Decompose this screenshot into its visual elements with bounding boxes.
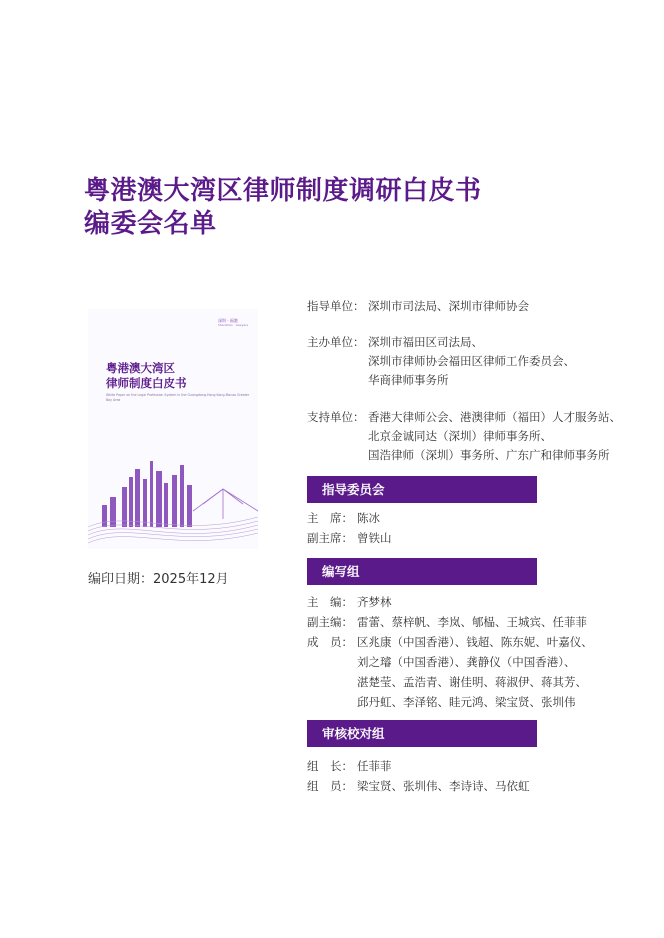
role-value: 任菲菲: [357, 759, 392, 773]
role-value: 区兆康（中国香港）、钱超、陈东妮、叶嘉仪、: [357, 635, 593, 649]
role-value: 陈冰: [357, 511, 380, 525]
unit-support: [307, 408, 621, 465]
role-label: 副主席：: [307, 531, 353, 545]
unit-value: 深圳市司法局、深圳市律师协会: [368, 299, 529, 313]
unit-value: 香港大律师公会、港澳律师（福田）人才服务站、: [368, 410, 621, 424]
title-line-1: 粤港澳大湾区律师制度调研白皮书: [84, 176, 482, 206]
role-label: 主 编：: [307, 595, 353, 609]
cover-top-text: 深圳 · 福港: [218, 318, 238, 323]
role-value: 刘之璿（中国香港）、龚静仪（中国香港）、: [357, 655, 576, 669]
role-value: 邱丹虹、李泽铭、眭元鸿、梁宝贤、张圳伟: [357, 695, 576, 709]
cover-top-sub: Shenzhen · Lawyers: [218, 323, 249, 327]
role-label: 主 席：: [307, 511, 353, 525]
section-list-writing: [307, 592, 593, 712]
unit-value: 深圳市福田区司法局、: [368, 335, 483, 349]
role-value: 湛楚莹、孟浩青、谢佳明、蒋淑伊、蒋其芳、: [357, 675, 587, 689]
section-list-steering: [307, 508, 392, 548]
role-value: 雷蕾、蔡梓帆、李岚、郇榀、王城宾、任菲菲: [357, 615, 587, 629]
section-header-writing: 编写组: [307, 558, 537, 585]
role-label: 副主编：: [307, 615, 353, 629]
section-list-review: [307, 756, 530, 796]
unit-label: 支持单位：: [307, 410, 365, 424]
cover-thumbnail: [88, 309, 258, 549]
unit-label: 主办单位：: [307, 335, 365, 349]
unit-value: 北京金诚同达（深圳）律师事务所、: [368, 429, 552, 443]
role-label: 成 员：: [307, 635, 353, 649]
role-label: 组 长：: [307, 759, 353, 773]
print-date: 编印日期：2025年12月: [88, 572, 229, 587]
unit-host: [307, 333, 575, 390]
unit-label: 指导单位：: [307, 299, 365, 313]
section-header-review: 审核校对组: [307, 720, 537, 747]
unit-value: 国浩律师（深圳）事务所、广东广和律师事务所: [368, 448, 610, 462]
cover-subtitle: White Paper on the Legal Profession System in the Guangdong-Hong Kong-Macao Greater Bay Area: [106, 393, 250, 402]
unit-guidance: [307, 297, 529, 316]
section-header-steering: 指导委员会: [307, 476, 537, 503]
skyline-illustration: [88, 449, 258, 549]
role-value: 齐梦林: [357, 595, 392, 609]
cover-title: 粤港澳大湾区 律师制度白皮书: [106, 361, 187, 390]
role-value: 曾铁山: [357, 531, 392, 545]
unit-value: 华商律师事务所: [368, 373, 449, 387]
title-line-2: 编委会名单: [84, 209, 217, 239]
unit-value: 深圳市律师协会福田区律师工作委员会、: [368, 354, 575, 368]
role-value: 梁宝贤、张圳伟、李诗诗、马依虹: [357, 779, 530, 793]
role-label: 组 员：: [307, 779, 353, 793]
page-title: [84, 175, 482, 241]
